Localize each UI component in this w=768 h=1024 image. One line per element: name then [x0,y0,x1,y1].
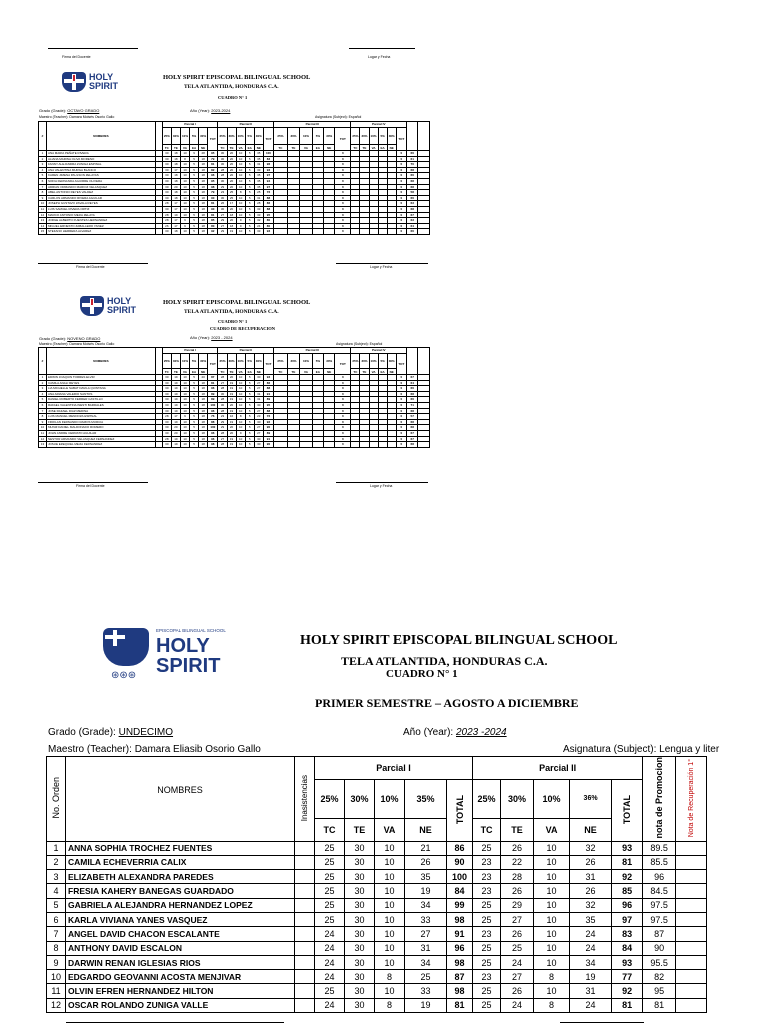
table-row: 6 KARLA VIVIANA YANES VASQUEZ 25 30 10 33 98 25 27 10 35 97 97.5 [47,913,707,927]
grades-table-main: No. Orden NOMBRES Inasistencias Parcial I Parcial II nota de Promocion Nota de Recuperación 1° 25% 30% 10% 35% TOTAL 25% 30% 10% 36% TOTAL TC TE VA NE TC TE VA NE 1 ANNA SOPHIA TROCHEZ FUENTES 25 30 10 21 86 25 26 10 32 93 89.5 2 CAMILA ECHEVERRIA CALIX 25 30 10 26 90 23 22 10 26 81 85.5 3 ELIZABETH ALEXANDRA PAREDES 25 30 10 35 100 23 28 10 31 92 96 4 FRESIA KAHERY BANEGAS GUARDADO 25 30 10 19 84 23 26 10 26 85 84.5 5 GABRIELA ALEJANDRA HERNANDEZ LOPEZ 25 30 10 34 99 25 29 10 32 96 97.5 6 KARLA VIVIANA YANES VASQUEZ 25 30 10 33 98 25 27 10 35 97 97.5 7 ANGEL DAVID CHACON ESCALANTE 24 30 10 27 91 23 26 10 24 83 87 8 ANTHONY DAVID ESCALON 24 30 10 31 96 25 25 10 24 84 90 9 DARWIN RENAN IGLESIAS RIOS 24 30 10 34 98 25 24 10 34 93 95.5 10 EDGARDO GEOVANNI ACOSTA MENJIVAR 24 30 8 25 87 23 27 8 19 77 82 11 OLVIN EFREN HERNANDEZ HILTON 25 30 10 33 98 25 26 10 31 92 95 12 OSCAR ROLANDO ZUNIGA VALLE 24 30 8 19 81 25 24 8 24 81 81 [46,756,707,1013]
year-value-large: 2023 -2024 [456,727,507,738]
table-row: 2 CAMILA ECHEVERRIA CALIX 25 30 10 26 90 23 22 10 26 81 85.5 [47,855,707,869]
table-row: 1 ANA MARIA PEÑATE RIVERA 30 18 10 9 28 95 30 20 10 5 35 100 0 0 66 [39,151,430,157]
table-row: 4 ANA VALENTINA MURGA BLANCO 30 17 10 5 18 82 28 20 10 5 33 93 0 0 68 [39,167,430,173]
header-orden: No. Orden [51,776,61,819]
table-row: 8 ABEL ANTONIO REYES VALDEZ 30 18 10 5 18 79 23 25 8 5 25 76 0 0 58 [39,190,430,196]
table-row: 7 ANGEL DAVID CHACON ESCALANTE 24 30 10 27 91 23 26 10 24 83 87 [47,927,707,941]
table-row: 3 FANNY ALEJANDRA ZUNIGA ESPINAL 30 18 10 5 18 81 30 20 10 5 31 96 0 0 70 [39,162,430,168]
table-row: 9 CARLOS ARMANDO RIVERA AGUILAR 30 18 10 5 18 90 30 25 10 5 31 88 0 0 66 [39,195,430,201]
table-row: 4 ANA ARIANA VALERIO SANTOS 30 19 10 5 18 89 30 19 10 5 31 91 0 0 68 [39,391,430,397]
table-row: 11 LUIS SAMUEL RIVERA ORTIZ 30 17 10 5 18 90 30 20 10 5 33 88 0 0 68 [39,206,430,212]
year-value: 2023-2024 [211,108,231,113]
table-row: 5 DANIEL ROBERTO FERRER CASTILLO 30 19 10 5 18 89 28 19 10 5 31 89 0 0 66 [39,397,430,403]
subject-value: Asignatura (Subject): Lengua y liter [563,744,720,755]
table-row: 7 ADRIAN ORMANDO MARIOZ VELASQUEZ 30 20 10 5 18 98 29 20 10 5 35 97 0 0 68 [39,184,430,190]
header-parcial-1: Parcial I [315,757,473,780]
table-row: 12 MARCO ANTONIO MEJIA ZELAYA 28 19 10 5 18 81 27 18 10 5 33 95 0 0 67 [39,212,430,218]
table-row: 6 SOFIA FERNANDA AGUIRRE OLIVERA 30 18 10 5 18 95 30 20 10 5 35 94 0 0 68 [39,178,430,184]
table-row: 1 EDWIN JOAQUIN TORRES ELVIR 30 19 10 5 20 87 28 20 10 5 30 93 0 0 67 [39,375,430,381]
header-recuperacion: Nota de Recuperación 1° [687,758,695,837]
table-row: 15 STEFANO HERRERA ALVAREZ 30 18 10 5 18 92 29 19 10 5 33 93 0 0 66 [39,229,430,235]
table-row: 9 FROILAN FERNANDO RAMOS MURCIA 30 19 10 5 18 88 29 19 10 5 30 92 0 0 68 [39,419,430,425]
teacher-name-large: Maestro (Teacher): Damara Eliasib Osorio Gallo [48,744,261,755]
table-row: 8 ANTHONY DAVID ESCALON 24 30 10 31 96 25 25 10 24 84 90 [47,941,707,955]
table-row: 13 JORGE ALBERTO FUENTES HERNANDEZ 28 17 9 5 18 85 29 20 9 5 32 80 0 0 63 [39,218,430,224]
table-row: 10 MUNIZ DANIEL MALDONADO ROMERO 30 20 10 5 18 100 29 20 10 5 27 90 0 0 68 [39,425,430,431]
table-row: 2 ALIANA MARINA OLIVA MORENO 30 18 8 5 18 79 30 20 10 5 35 83 0 0 61 [39,156,430,162]
grade-value: UNDECIMO [118,727,174,738]
seal-icon: ⊛⊛⊛ [111,670,137,681]
cuadro-title: CUADRO N° 1 [218,95,248,100]
table-row: 13 JOSUE EZEQUIEL MEJIA FERNANDEZ 30 19 10 5 18 98 28 19 10 5 30 90 0 0 68 [39,442,430,448]
grado-value: OCTAVO GRADO [67,108,100,113]
table-row: 3 ELIZABETH ALEXANDRA PAREDES 25 30 10 35 100 23 28 10 31 92 96 [47,870,707,884]
table-row: 10 EDGARDO GEOVANNI ACOSTA MENJIVAR 24 30 8 25 87 23 27 8 19 77 82 [47,970,707,984]
semester-title: PRIMER SEMESTRE – AGOSTO A DICIEMBRE [315,696,579,710]
table-row: 2 CAMILA ANALI REYES 30 19 10 5 18 81 27 19 10 5 27 86 0 0 64 [39,380,430,386]
recovery-title: CUADRO DE RECUPERACION [210,326,276,331]
table-row: 4 FRESIA KAHERY BANEGAS GUARDADO 25 30 10 19 84 23 26 10 26 85 84.5 [47,884,707,898]
table-row: 11 OLVIN EFREN HERNANDEZ HILTON 25 30 10 33 98 25 26 10 31 92 95 [47,984,707,998]
table-row: 12 OSCAR ROLANDO ZUNIGA VALLE 24 30 8 19 81 25 24 8 24 81 81 [47,998,707,1012]
table-row: 7 JOSE RAFAEL DIAZ MEDINA 30 19 10 5 18 96 28 19 10 5 27 88 0 0 68 [39,408,430,414]
table-row: 10 JOSEPH GUSTAVO ZAVALA REYES 28 17 10 5 18 81 26 17 10 5 28 86 0 0 63 [39,201,430,207]
header-nombres: NOMBRES [66,757,295,842]
shield-icon [103,628,149,666]
table-row: 12 NESTOR ARMANDO VELASQUEZ FERNANDEZ 28 19 10 5 18 96 27 19 10 5 30 91 0 0 67 [39,436,430,442]
teacher-signature-caption: Firma del Docente [62,55,91,59]
table-row: 11 JOHN ANDRE CERRATO AGUILAR 30 20 10 5 18 96 28 20 9 5 27 89 0 0 67 [39,430,430,436]
school-name: HOLY SPIRIT EPISCOPAL BILINGUAL SCHOOL [163,74,311,81]
table-row: 14 MIGUEL ERNESTO ZABALLERO YANEZ 26 17 9 5 18 80 27 18 9 5 24 80 0 0 64 [39,223,430,229]
school-name-large: HOLY SPIRIT EPISCOPAL BILINGUAL SCHOOL [300,633,618,648]
grades-table-1: # NOMBRES Parcial I Parcial II Parcial III Parcial IV 25% 30% 10% 5% 30% TOT 25% 30% 10% 5% 30% TOT 25% 30% 10% 5% 30% TOT 25% 30% 10% 5% 30% TOT TC TE VA EA NE TC TE VA EA NE TC TE VA EA NE TC TE VA EA NE 1 ANA MARIA PEÑATE RIVERA 30 18 10 9 28 95 30 20 10 5 35 100 0 0 66 2 ALIANA MARINA OLIVA MORENO 30 18 8 5 18 79 30 20 10 5 35 83 0 0 61 3 FANNY ALEJANDRA ZUNIGA ESPINAL 30 18 10 5 18 81 30 20 10 5 31 96 0 0 70 4 ANA VALENTINA MURGA BLANCO 30 17 10 5 18 82 28 20 10 5 33 93 0 0 68 5 KAREN JIMENA PAULSON ZELAYAS 30 18 10 5 18 96 28 20 10 5 35 97 0 0 66 6 SOFIA FERNANDA AGUIRRE OLIVERA 30 18 10 5 18 95 30 20 10 5 35 94 0 0 68 7 ADRIAN ORMANDO MARIOZ VELASQUEZ 30 20 10 5 18 98 29 20 10 5 35 97 0 0 68 8 ABEL ANTONIO REYES VALDEZ 30 18 10 5 18 79 23 25 8 5 25 76 0 0 58 9 CARLOS ARMANDO RIVERA AGUILAR 30 18 10 5 18 90 30 25 10 5 31 88 0 0 66 10 JOSEPH GUSTAVO ZAVALA REYES 28 17 10 5 18 81 26 17 10 5 28 86 0 0 63 11 LUIS SAMUEL RIVERA ORTIZ 30 17 10 5 18 90 30 20 10 5 33 88 0 0 68 12 MARCO ANTONIO MEJIA ZELAYA 28 19 10 5 18 81 27 18 10 5 33 95 0 0 67 13 JORGE ALBERTO FUENTES HERNANDEZ 28 17 9 5 18 85 29 20 9 5 32 80 0 0 63 14 MIGUEL ERNESTO ZABALLERO YANEZ 26 17 9 5 18 80 27 18 9 5 24 80 0 0 64 15 STEFANO HERRERA ALVAREZ 30 18 10 5 18 92 29 19 10 5 33 93 0 0 66 [38,121,430,235]
teacher-name: Maestro (Teacher): Damara Moisés Osorio Gallo [39,115,115,119]
table-row: 6 RAFAEL VALENTINA INESTI BARDALES 30 19 10 5 18 100 30 20 10 5 30 95 0 0 71 [39,402,430,408]
table-row: 9 DARWIN RENAN IGLESIAS RIOS 24 30 10 34 98 25 24 10 34 93 95.5 [47,955,707,969]
cuadro-title-large: CUADRO N° 1 [386,668,458,680]
grades-table-2: # NOMBRES Parcial I Parcial II Parcial III Parcial IV 25% 30% 10% 5% 30% TOT 25% 30% 10% 5% 30% TOT 25% 30% 10% 5% 30% TOT 25% 30% 10% 5% 30% TOT TC TE VA EA NE TC TE VA EA NE TC TE VA EA NE TC TE VA EA NE 1 EDWIN JOAQUIN TORRES ELVIR 30 19 10 5 20 87 28 20 10 5 30 93 0 0 67 2 CAMILA ANALI REYES 30 19 10 5 18 81 27 19 10 5 27 86 0 0 64 3 LIA MICHELLE SABAT DAVILA QUINTANA 30 19 10 5 18 96 28 19 10 5 27 88 0 0 66 4 ANA ARIANA VALERIO SANTOS 30 19 10 5 18 89 30 19 10 5 31 91 0 0 68 5 DANIEL ROBERTO FERRER CASTILLO 30 19 10 5 18 89 28 19 10 5 31 89 0 0 66 6 RAFAEL VALENTINA INESTI BARDALES 30 19 10 5 18 100 30 20 10 5 30 95 0 0 71 7 JOSE RAFAEL DIAZ MEDINA 30 19 10 5 18 96 28 19 10 5 27 88 0 0 68 8 LUIS MANUEL MENDOZA ESPINAL 28 17 9 5 18 76 23 16 8 5 23 76 0 0 57 9 FROILAN FERNANDO RAMOS MURCIA 30 19 10 5 18 88 29 19 10 5 30 92 0 0 68 10 MUNIZ DANIEL MALDONADO ROMERO 30 20 10 5 18 100 29 20 10 5 27 90 0 0 68 11 JOHN ANDRE CERRATO AGUILAR 30 20 10 5 18 96 28 20 9 5 27 89 0 0 67 12 NESTOR ARMANDO VELASQUEZ FERNANDEZ 28 19 10 5 18 96 27 19 10 5 30 91 0 0 67 13 JOSUE EZEQUIEL MEJIA FERNANDEZ 30 19 10 5 18 98 28 19 10 5 30 90 0 0 68 [38,347,430,448]
school-location-large: TELA ATLANTIDA, HONDURAS C.A. [341,654,548,668]
header-inasistencias: Inasistencias [300,774,309,821]
table-row: 3 LIA MICHELLE SABAT DAVILA QUINTANA 30 19 10 5 18 96 28 19 10 5 27 88 0 0 66 [39,386,430,392]
place-date-caption: Lugar y Fecha [368,55,391,59]
table-row: 5 GABRIELA ALEJANDRA HERNANDEZ LOPEZ 25 30 10 34 99 25 29 10 32 96 97.5 [47,898,707,912]
table-row: 8 LUIS MANUEL MENDOZA ESPINAL 28 17 9 5 18 76 23 16 8 5 23 76 0 0 57 [39,414,430,420]
table-row: 5 KAREN JIMENA PAULSON ZELAYAS 30 18 10 5 18 96 28 20 10 5 35 97 0 0 66 [39,173,430,179]
school-location: TELA ATLANTIDA, HONDURAS C.A. [184,84,279,90]
header-parcial-2: Parcial II [473,757,643,780]
header-promocion: nota de Promocion [654,757,665,839]
table-row: 1 ANNA SOPHIA TROCHEZ FUENTES 25 30 10 21 86 25 26 10 32 93 89.5 [47,841,707,855]
